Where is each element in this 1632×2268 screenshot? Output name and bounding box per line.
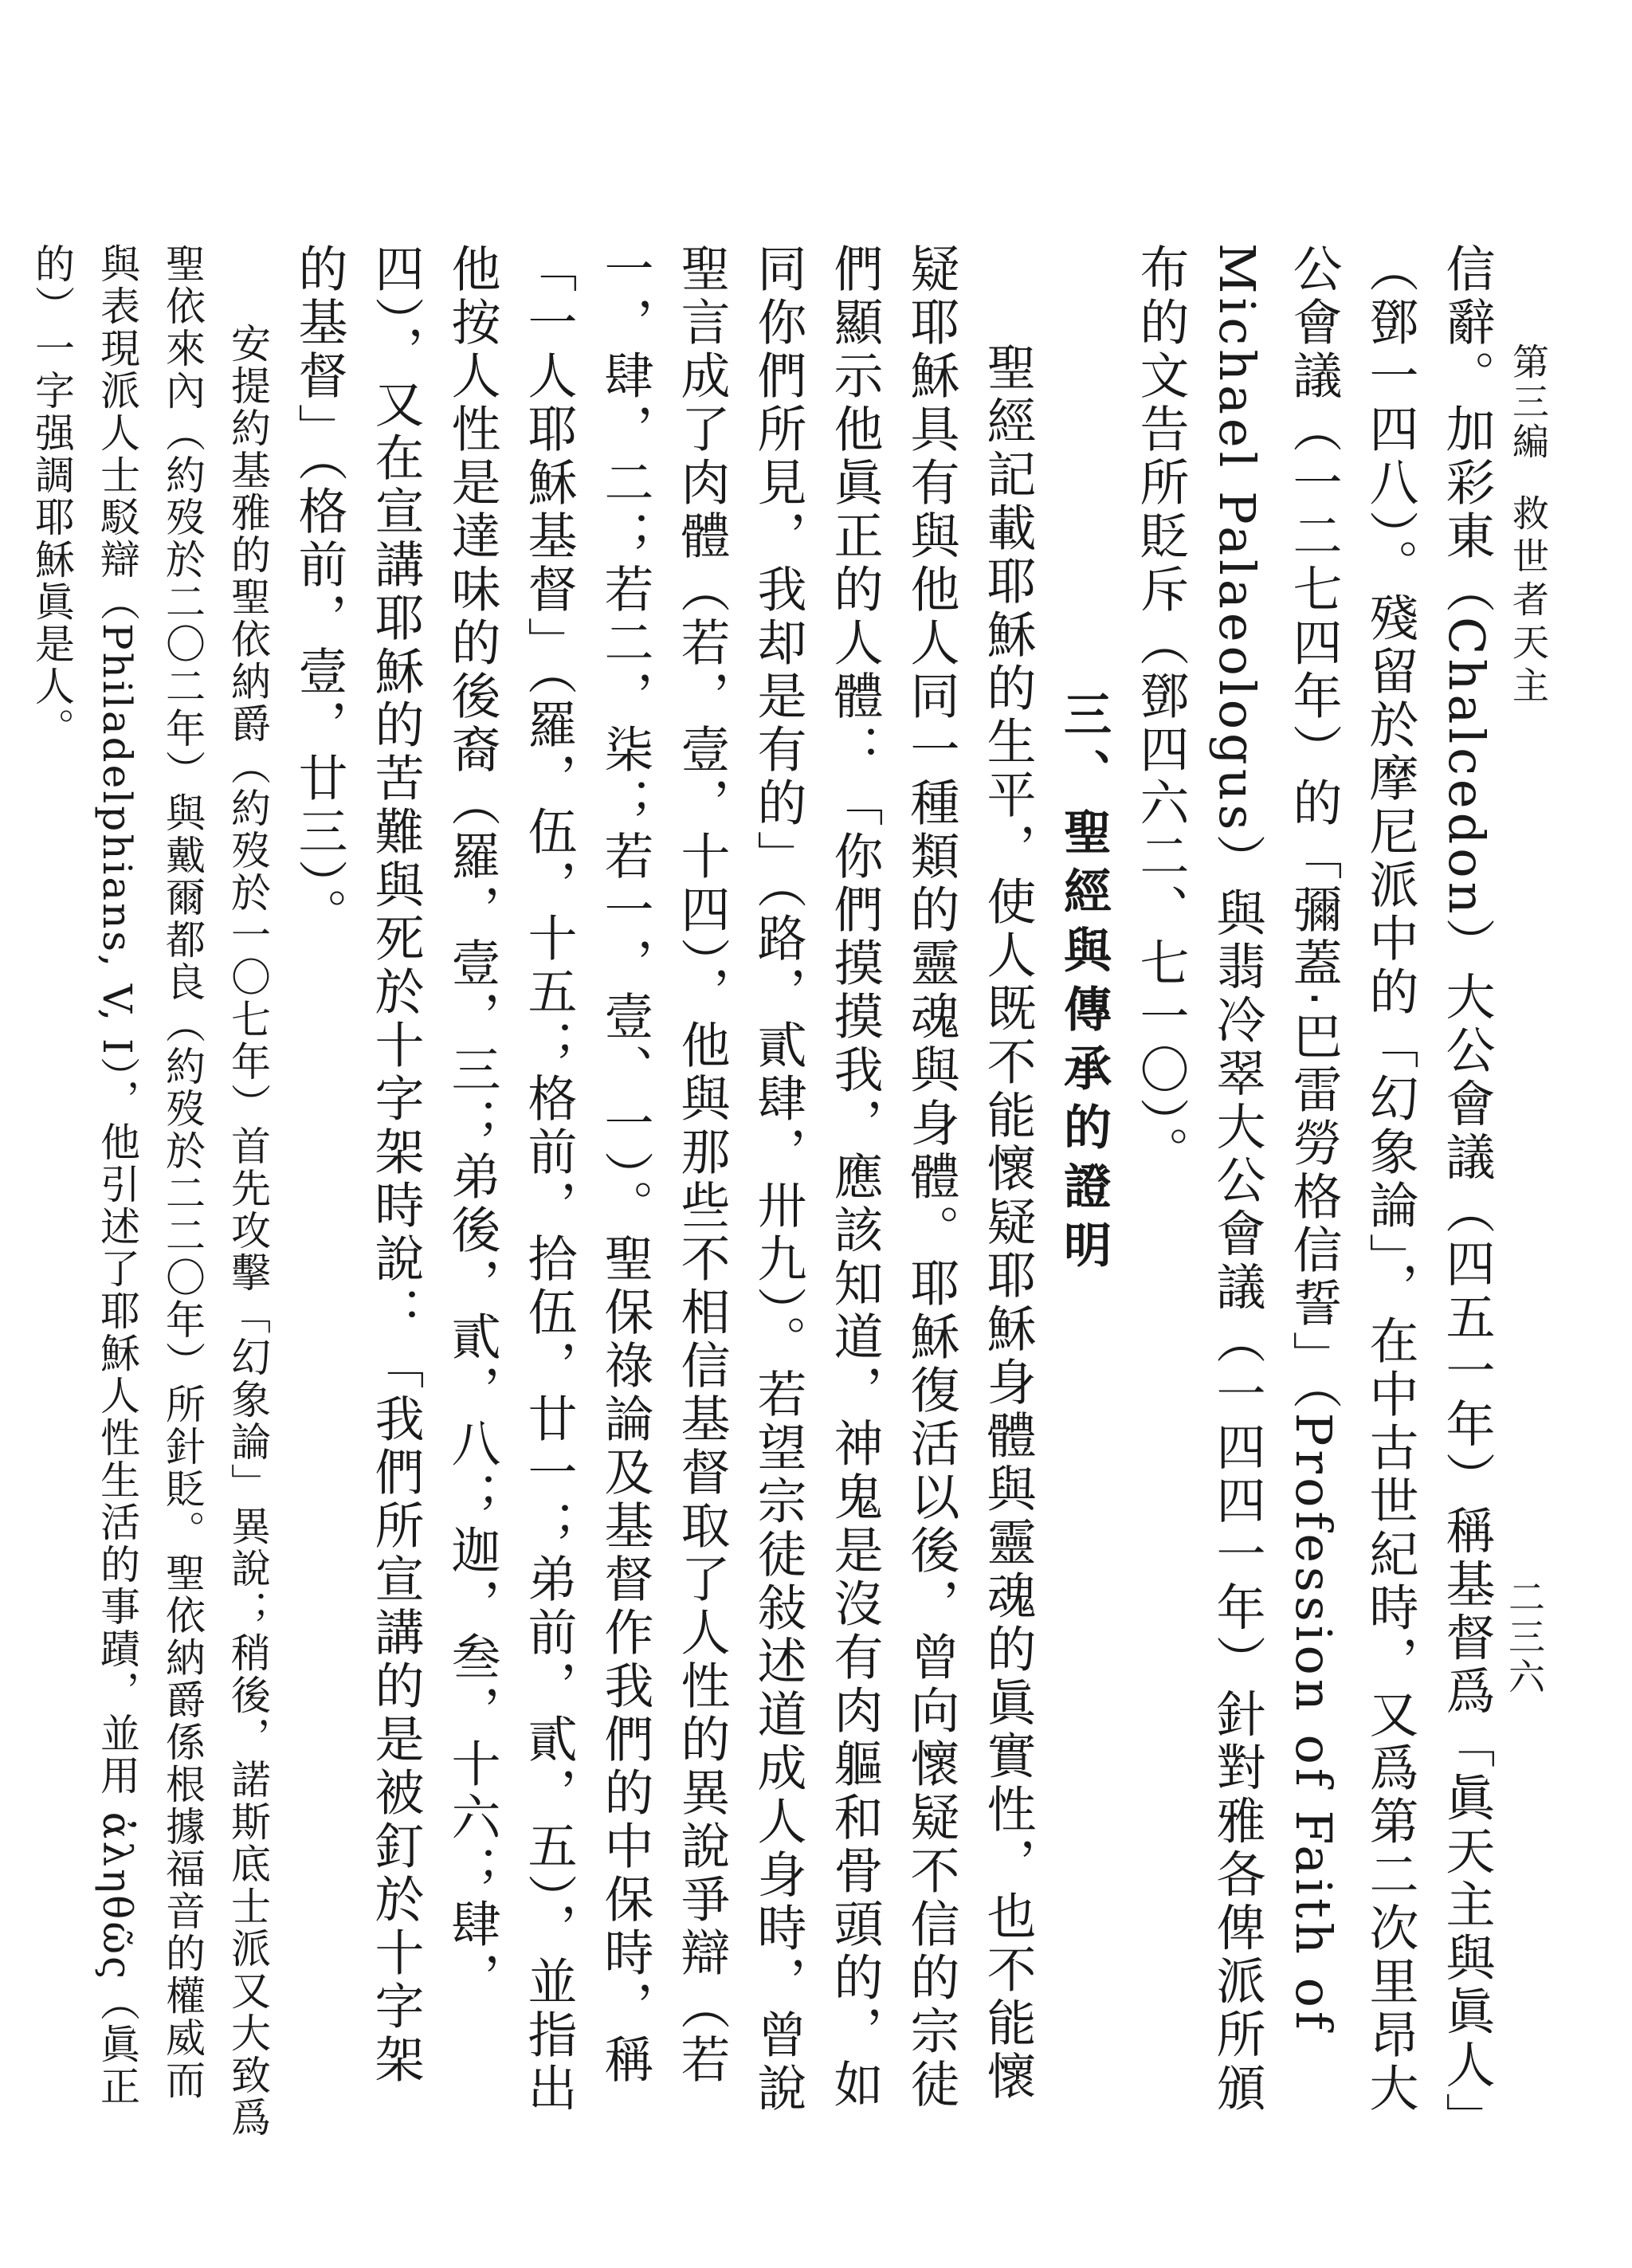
running-header-title: 救世者天主 [1507,494,1550,709]
paragraph: 信辭。加彩東（Chalcedon）大公會議（四五一年）稱基督爲「眞天主與眞人」（鄧一四八）。殘留於摩尼派中的「幻象論」，在中古世紀時，又爲第二次里昂大公會議（一二七四年）的「彌蓋‧巴雷勞格信誓」（Profession of Faith of Michael Palaeologus）與翡冷翠大公會議（一四四一年）針對雅各俾派所頒布的文告所貶斥（鄧四六二、七一〇）。 [1132,243,1496,2121]
page-number: 二三六 [1503,1578,1546,1697]
body-text [29,243,1504,2140]
section-heading: 三、聖經與傳承的證明 [1056,689,1112,1279]
running-header-section: 第三編 [1507,343,1550,462]
paragraph: 聖經記載耶穌的生平，使人既不能懷疑耶穌身體與靈魂的眞實性，也不能懷疑耶穌具有與他人同一種類的靈魂與身體。耶穌復活以後，曾向懷疑不信的宗徒們顯示他眞正的人體：「你們摸摸我，應該知道，神鬼是沒有肉軀和骨頭的，如同你們所見，我却是有的」（路，貳肆，卅九）。若望宗徒敍述道成人身時，曾說聖言成了肉體（若，壹，十四），他與那些不相信基督取了人性的異說爭辯（若一，肆，二；若二，柒；若一，壹、一）。聖保祿論及基督作我們的中保時，稱「一人耶穌基督」（羅，伍，十五；格前，拾伍，廿一；弟前，貳，五），並指出他按人性是達味的後裔（羅，壹，三；弟後，貳，八；迦，叁，十六；肆，四），又在宣講耶穌的苦難與死於十字架時說：「我們所宣講的是被釘於十字架的基督」（格前，壹，廿三）。 [290,243,1037,2116]
paragraph: 安提約基雅的聖依納爵（約歿於一〇七年）首先攻擊「幻象論」異說；稍後，諾斯底士派又大致爲聖依來內（約歿於二〇二年）與戴爾都良（約歿於二二〇年）所針貶。聖依納爵係根據福音的權威而與表現派人士駁辯（Philadelphians, V, I），他引述了耶穌人性生活的事蹟，並用 ἀληθῶς（眞正的）一字强調耶穌眞是人。 [29,243,271,2139]
